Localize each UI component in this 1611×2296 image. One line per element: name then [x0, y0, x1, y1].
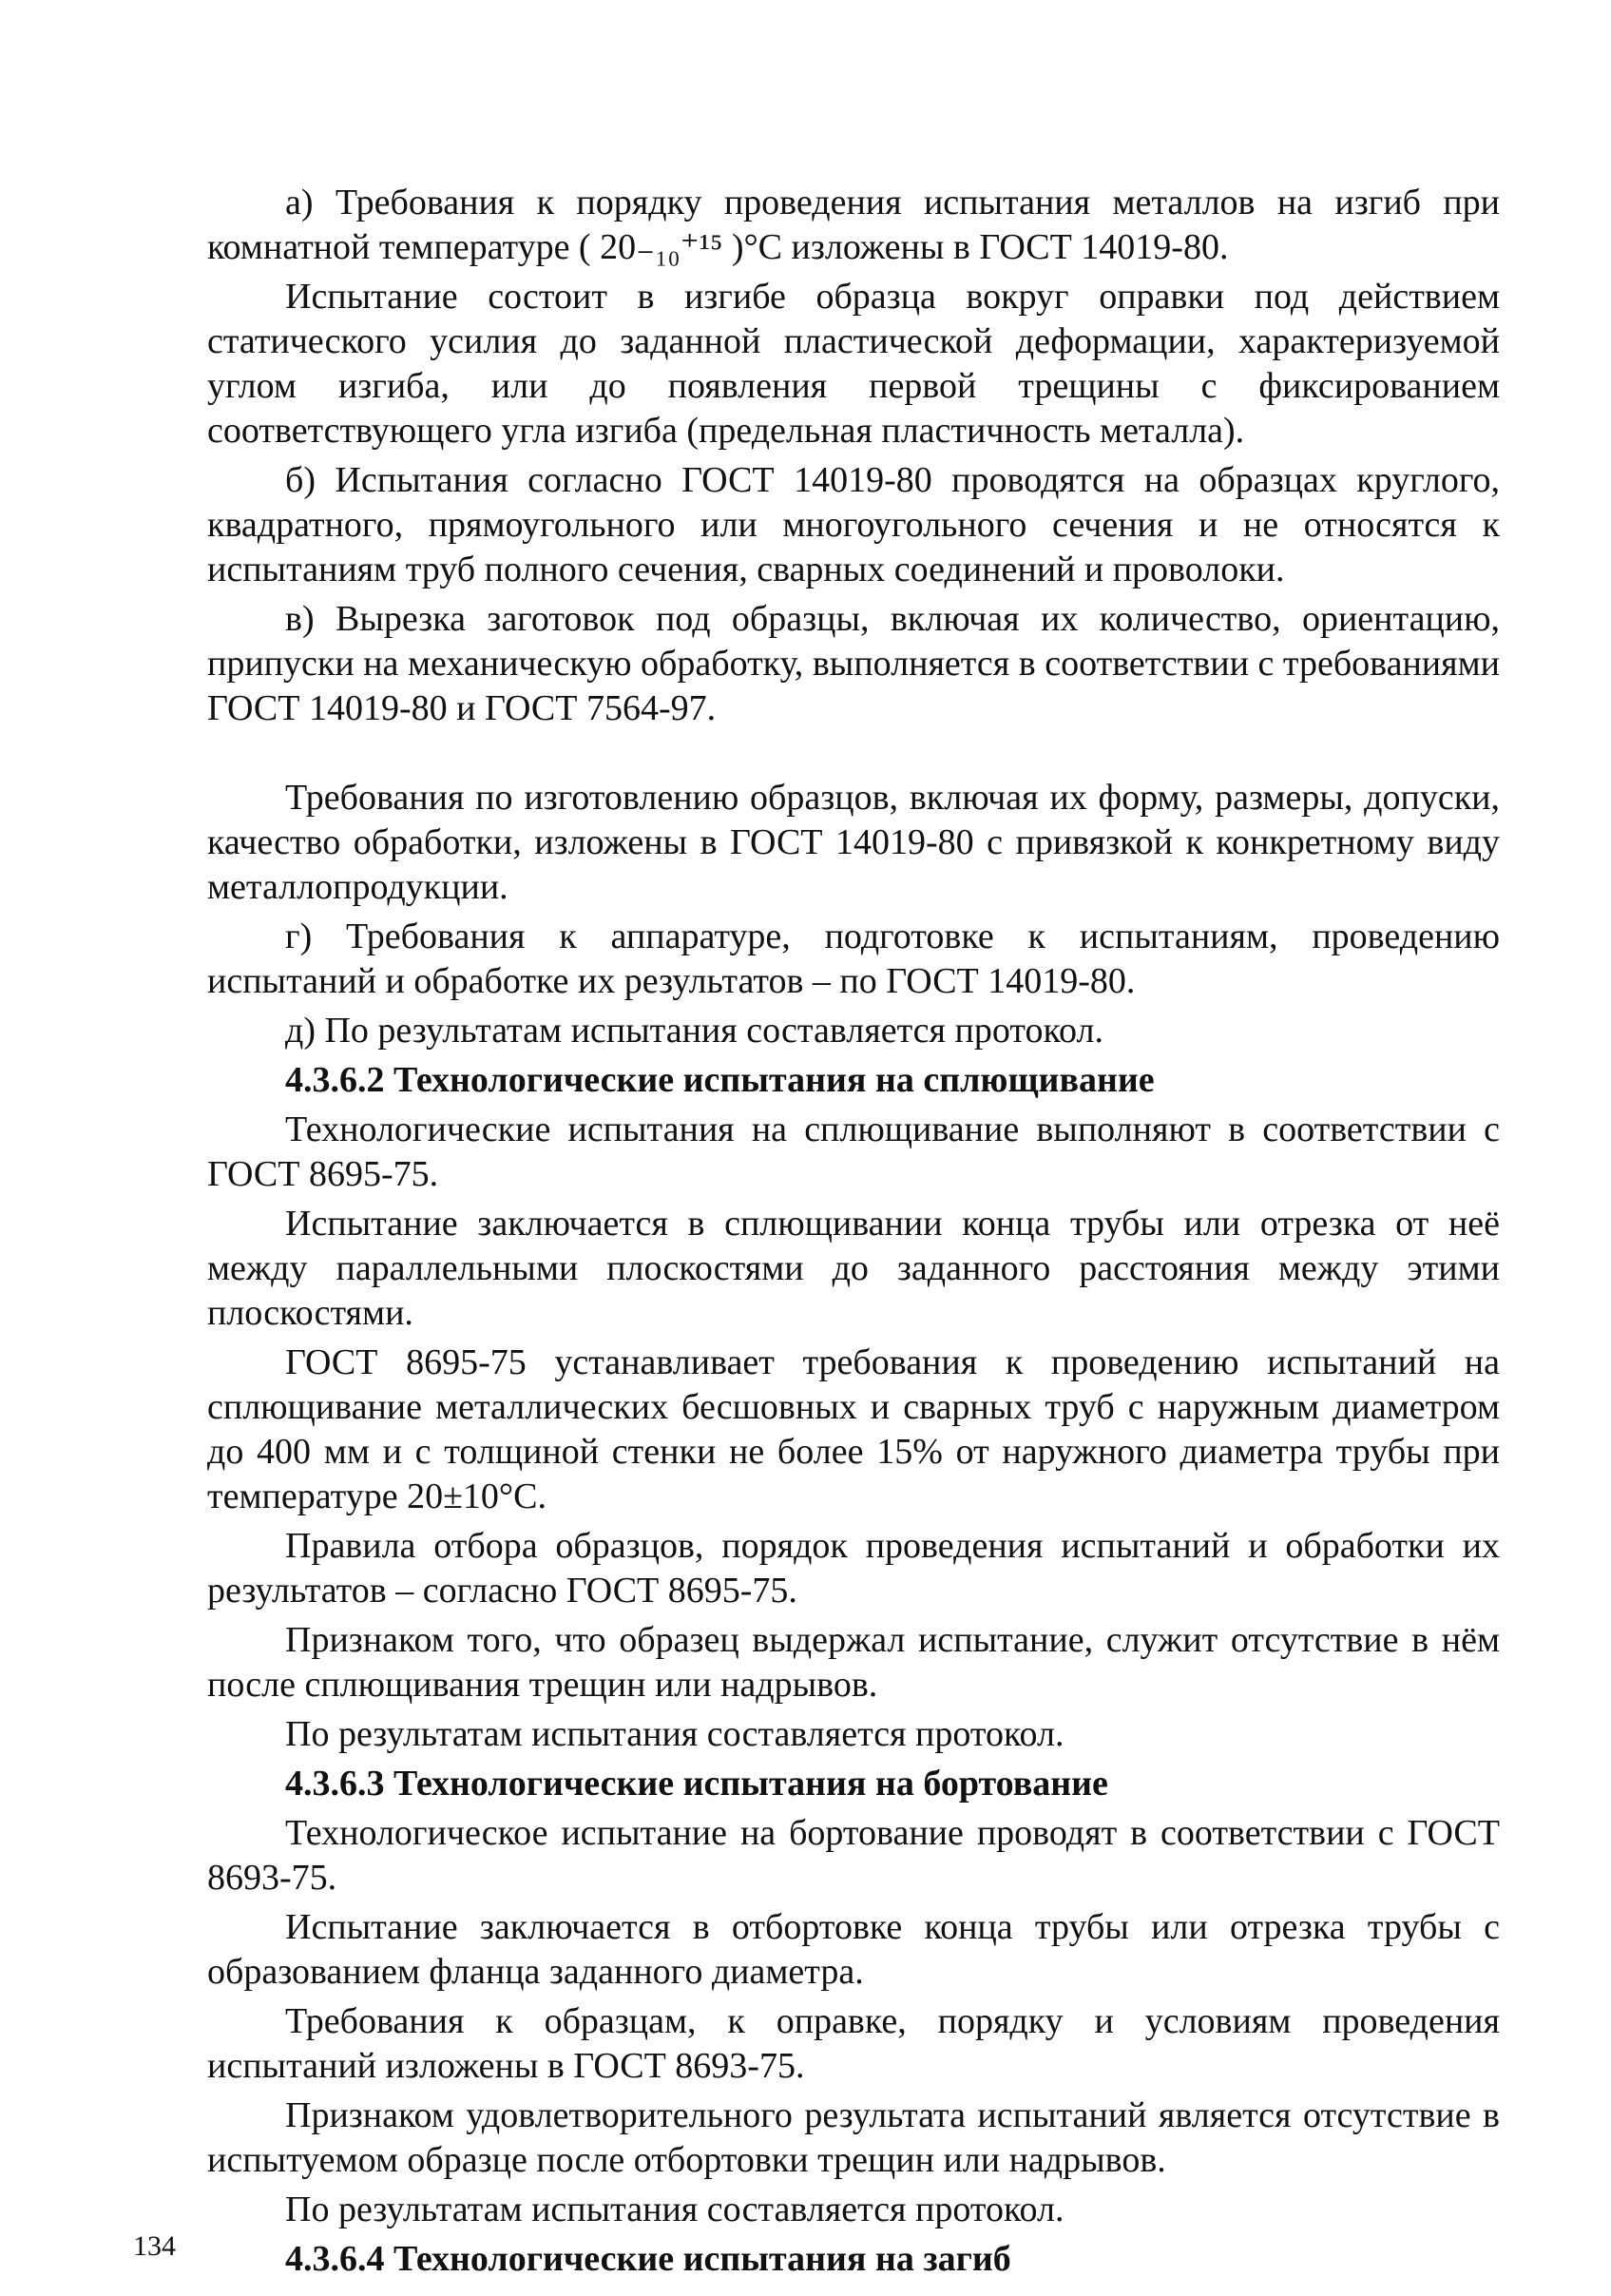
- paragraph-v: в) Вырезка заготовок под образцы, включая их количество, ориентацию, припуски на механическую обработку, выполняется в соответствии с требованиями ГОСТ 14019-80 и ГОСТ 7564-97.: [207, 599, 1500, 728]
- paragraph-flattening-rules: Правила отбора образцов, порядок проведения испытаний и обработки их результатов – согласно ГОСТ 8695-75.: [207, 1526, 1500, 1611]
- paragraph-flattening-description: Испытание заключается в сплющивании конца трубы или отрезка от неё между параллельными плоскостями до заданного расстояния между этими плоскостями.: [207, 1204, 1500, 1333]
- paragraph-flattening-scope: ГОСТ 8695-75 устанавливает требования к проведению испытаний на сплющивание металлических бесшовных и сварных труб с наружным диаметром до 400 мм и с толщиной стенки не более 15% от наружного диаметра трубы при температуре 20±10°С.: [207, 1342, 1500, 1516]
- paragraph-flattening-protocol: По результатам испытания составляется протокол.: [285, 1714, 1064, 1754]
- paragraph-flanging-description: Испытание заключается в отбортовке конца трубы или отрезка трубы с образованием фланца заданного диаметра.: [207, 1907, 1500, 1992]
- paragraph-d: д) По результатам испытания составляется протокол.: [285, 1011, 1103, 1051]
- page-number: 134: [133, 2230, 176, 2262]
- spacer: [207, 736, 1500, 776]
- paragraph-flattening-standard: Технологические испытания на сплющивание выполняют в соответствии с ГОСТ 8695-75.: [207, 1109, 1500, 1194]
- section-heading-4-3-6-2: 4.3.6.2 Технологические испытания на сплющивание: [285, 1060, 1155, 1100]
- paragraph-a: а) Требования к порядку проведения испытания металлов на изгиб при комнатной температуре ( 20₋₁₀⁺¹⁵ )°С изложены в ГОСТ 14019-80.: [207, 183, 1500, 267]
- section-heading-4-3-6-3: 4.3.6.3 Технологические испытания на бортование: [285, 1764, 1108, 1804]
- paragraph-bend-test-description: Испытание состоит в изгибе образца вокруг оправки под действием статического усилия до заданной пластической деформации, характеризуемой углом изгиба, или до появления первой трещины с фиксированием соответствующего угла изгиба (предельная пластичность металла).: [207, 277, 1500, 451]
- section-heading-4-3-6-4: 4.3.6.4 Технологические испытания на загиб: [285, 2239, 1011, 2279]
- paragraph-b: б) Испытания согласно ГОСТ 14019-80 проводятся на образцах круглого, квадратного, прямоугольного или многоугольного сечения и не относятся к испытаниям труб полного сечения, сварных соединений и проволоки.: [207, 460, 1500, 589]
- paragraph-flattening-criterion: Признаком того, что образец выдержал испытание, служит отсутствие в нём после сплющивания трещин или надрывов.: [207, 1620, 1500, 1705]
- page-body: [207, 181, 1500, 2286]
- paragraph-flanging-protocol: По результатам испытания составляется протокол.: [285, 2190, 1064, 2229]
- paragraph-flanging-requirements: Требования к образцам, к оправке, порядку и условиям проведения испытаний изложены в ГОСТ 8693-75.: [207, 2001, 1500, 2086]
- paragraph-g: г) Требования к аппаратуре, подготовке к испытаниям, проведению испытаний и обработке их результатов – по ГОСТ 14019-80.: [207, 916, 1500, 1001]
- paragraph-flanging-standard: Технологическое испытание на бортование проводят в соответствии с ГОСТ 8693-75.: [207, 1813, 1500, 1898]
- paragraph-specimen-requirements: Требования по изготовлению образцов, включая их форму, размеры, допуски, качество обработки, изложены в ГОСТ 14019-80 с привязкой к конкретному виду металлопродукции.: [207, 778, 1500, 907]
- paragraph-flanging-criterion: Признаком удовлетворительного результата испытаний является отсутствие в испытуемом образце после отбортовки трещин или надрывов.: [207, 2095, 1500, 2180]
